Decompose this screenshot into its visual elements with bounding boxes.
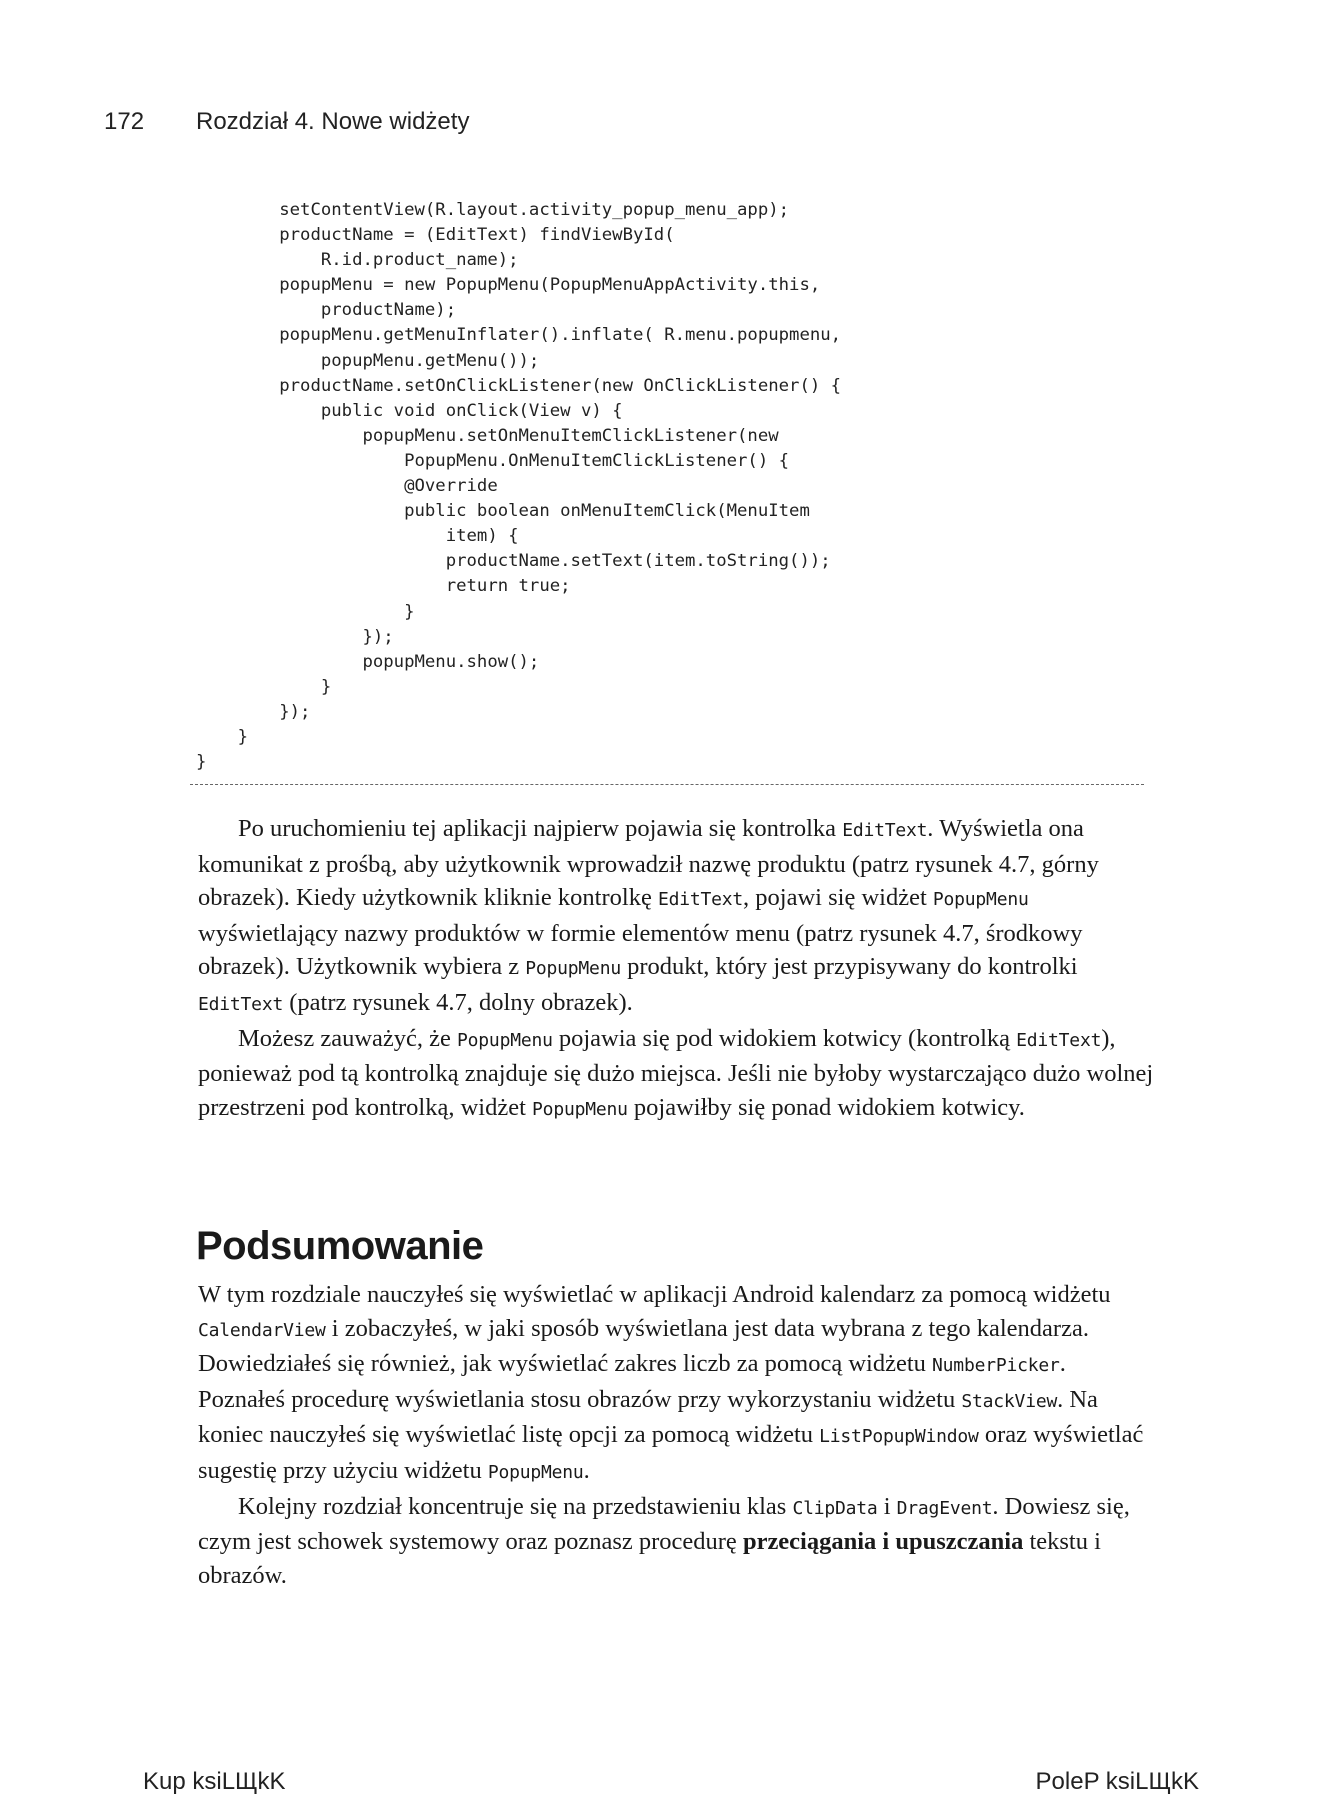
code-line: popupMenu.setOnMenuItemClickListener(new bbox=[196, 425, 779, 446]
text-run: produkt, który jest przypisywany do kontrolki bbox=[620, 953, 1078, 981]
paragraph-2 bbox=[198, 1022, 1158, 1127]
code-line: } bbox=[196, 752, 207, 773]
text-run: . Dowiesz się, czym jest schowek systemowy oraz poznasz procedurę bbox=[198, 1492, 1130, 1556]
code-term: ClipData bbox=[792, 1497, 878, 1519]
code-term: PopupMenu bbox=[487, 1461, 584, 1483]
footer-buy-link[interactable]: Kup ksiLЩkK bbox=[143, 1768, 286, 1795]
text-run: wyświetlający nazwy produktów w formie elementów menu (patrz rysunek 4.7, środkowy obrazek). Użytkownik wybiera z bbox=[198, 919, 1083, 981]
code-line: PopupMenu.OnMenuItemClickListener() { bbox=[196, 450, 790, 471]
code-line: productName.setOnClickListener(new OnClickListener() { bbox=[196, 375, 842, 396]
text-run: i zobaczyłeś, w jaki sposób wyświetlana jest data wybrana z tego kalendarza. Dowiedziałeś się również, jak wyświetlać zakres liczb za pomocą widżetu bbox=[198, 1314, 1089, 1378]
code-term: PopupMenu bbox=[532, 1098, 628, 1120]
code-line: setContentView(R.layout.activity_popup_menu_app); bbox=[196, 200, 790, 220]
code-term: PopupMenu bbox=[457, 1029, 553, 1051]
text-run: i bbox=[877, 1492, 897, 1520]
code-line: item) { bbox=[196, 526, 519, 547]
page-number: 172 bbox=[104, 108, 145, 135]
section-heading: Podsumowanie bbox=[196, 1224, 484, 1268]
code-line: popupMenu.show(); bbox=[196, 651, 540, 672]
text-run: (patrz rysunek 4.7, dolny obrazek). bbox=[283, 988, 633, 1016]
summary-text-block bbox=[198, 1278, 1158, 1592]
text-run: oraz wyświetlać sugestię przy użyciu widżetu bbox=[198, 1421, 1144, 1484]
bold-term: przeciągania i upuszczania bbox=[742, 1528, 1024, 1556]
code-term: CalendarView bbox=[198, 1319, 326, 1341]
code-line: @Override bbox=[196, 476, 498, 497]
paragraph-1 bbox=[198, 812, 1158, 1022]
code-line: }); bbox=[196, 626, 394, 647]
code-line: return true; bbox=[196, 576, 571, 597]
code-term: EditText bbox=[842, 820, 928, 841]
text-run: ), ponieważ pod tą kontrolką znajduje się dużo miejsca. Jeśli nie byłoby wystarczająco dużo wolnej przestrzeni pod kontrolką, widżet bbox=[198, 1024, 1154, 1121]
code-term: PopupMenu bbox=[525, 958, 621, 980]
footer-recommend-link[interactable]: PoleP ksiLЩkK bbox=[1035, 1768, 1199, 1795]
code-line: } bbox=[196, 601, 415, 622]
code-line: public boolean onMenuItemClick(MenuItem bbox=[196, 501, 810, 522]
text-run: Możesz zauważyć, że bbox=[238, 1024, 458, 1052]
page-header bbox=[104, 108, 469, 136]
code-term: NumberPicker bbox=[932, 1355, 1060, 1377]
paragraph-3 bbox=[198, 1278, 1158, 1490]
code-listing bbox=[196, 198, 841, 775]
text-run: . Na koniec nauczyłeś się wyświetlać listę opcji za pomocą widżetu bbox=[198, 1385, 1098, 1449]
code-term: ListPopupWindow bbox=[819, 1426, 979, 1448]
text-run: W tym rozdziale nauczyłeś się wyświetlać w aplikacji Android kalendarz za pomocą widżetu bbox=[198, 1281, 1111, 1308]
code-line: R.id.product_name); bbox=[196, 250, 519, 271]
code-line: popupMenu.getMenu()); bbox=[196, 350, 540, 371]
code-term: PopupMenu bbox=[932, 889, 1029, 911]
text-run: pojawiłby się ponad widokiem kotwicy. bbox=[627, 1093, 1025, 1121]
code-line: productName = (EditText) findViewById( bbox=[196, 225, 675, 246]
code-term: DragEvent bbox=[896, 1497, 993, 1519]
code-line: productName); bbox=[196, 300, 457, 321]
code-term: StackView bbox=[961, 1390, 1058, 1412]
body-text-block bbox=[198, 812, 1158, 1126]
code-line: popupMenu = new PopupMenu(PopupMenuAppActivity.this, bbox=[196, 275, 821, 296]
code-term: EditText bbox=[198, 993, 284, 1015]
code-line: } bbox=[196, 726, 249, 747]
chapter-title: Rozdział 4. Nowe widżety bbox=[196, 108, 470, 135]
text-run: . Wyświetla ona komunikat z prośbą, aby użytkownik wprowadził nazwę produktu (patrz rysunek 4.7, górny obrazek). Kiedy użytkownik kliknie kontrolkę bbox=[198, 815, 1099, 912]
code-line: }); bbox=[196, 701, 311, 722]
text-run: , pojawi się widżet bbox=[743, 884, 933, 912]
text-run: pojawia się pod widokiem kotwicy (kontrolką bbox=[552, 1024, 1017, 1052]
text-run: tekstu i obrazów. bbox=[198, 1528, 1101, 1589]
text-run: . Poznałeś procedurę wyświetlania stosu obrazów przy wykorzystaniu widżetu bbox=[198, 1350, 1066, 1413]
code-line: } bbox=[196, 676, 332, 697]
code-term: EditText bbox=[657, 889, 744, 911]
text-run: . bbox=[583, 1456, 590, 1484]
code-line: productName.setText(item.toString()); bbox=[196, 551, 831, 572]
code-end-divider bbox=[190, 784, 1144, 785]
text-run: Po uruchomieniu tej aplikacji najpierw pojawia się kontrolka bbox=[238, 815, 843, 842]
code-term: EditText bbox=[1016, 1029, 1102, 1051]
code-line: popupMenu.getMenuInflater().inflate( R.menu.popupmenu, bbox=[196, 325, 842, 346]
code-line: public void onClick(View v) { bbox=[196, 400, 623, 421]
paragraph-4 bbox=[198, 1490, 1158, 1593]
text-run: Kolejny rozdział koncentruje się na przedstawieniu klas bbox=[238, 1492, 793, 1520]
